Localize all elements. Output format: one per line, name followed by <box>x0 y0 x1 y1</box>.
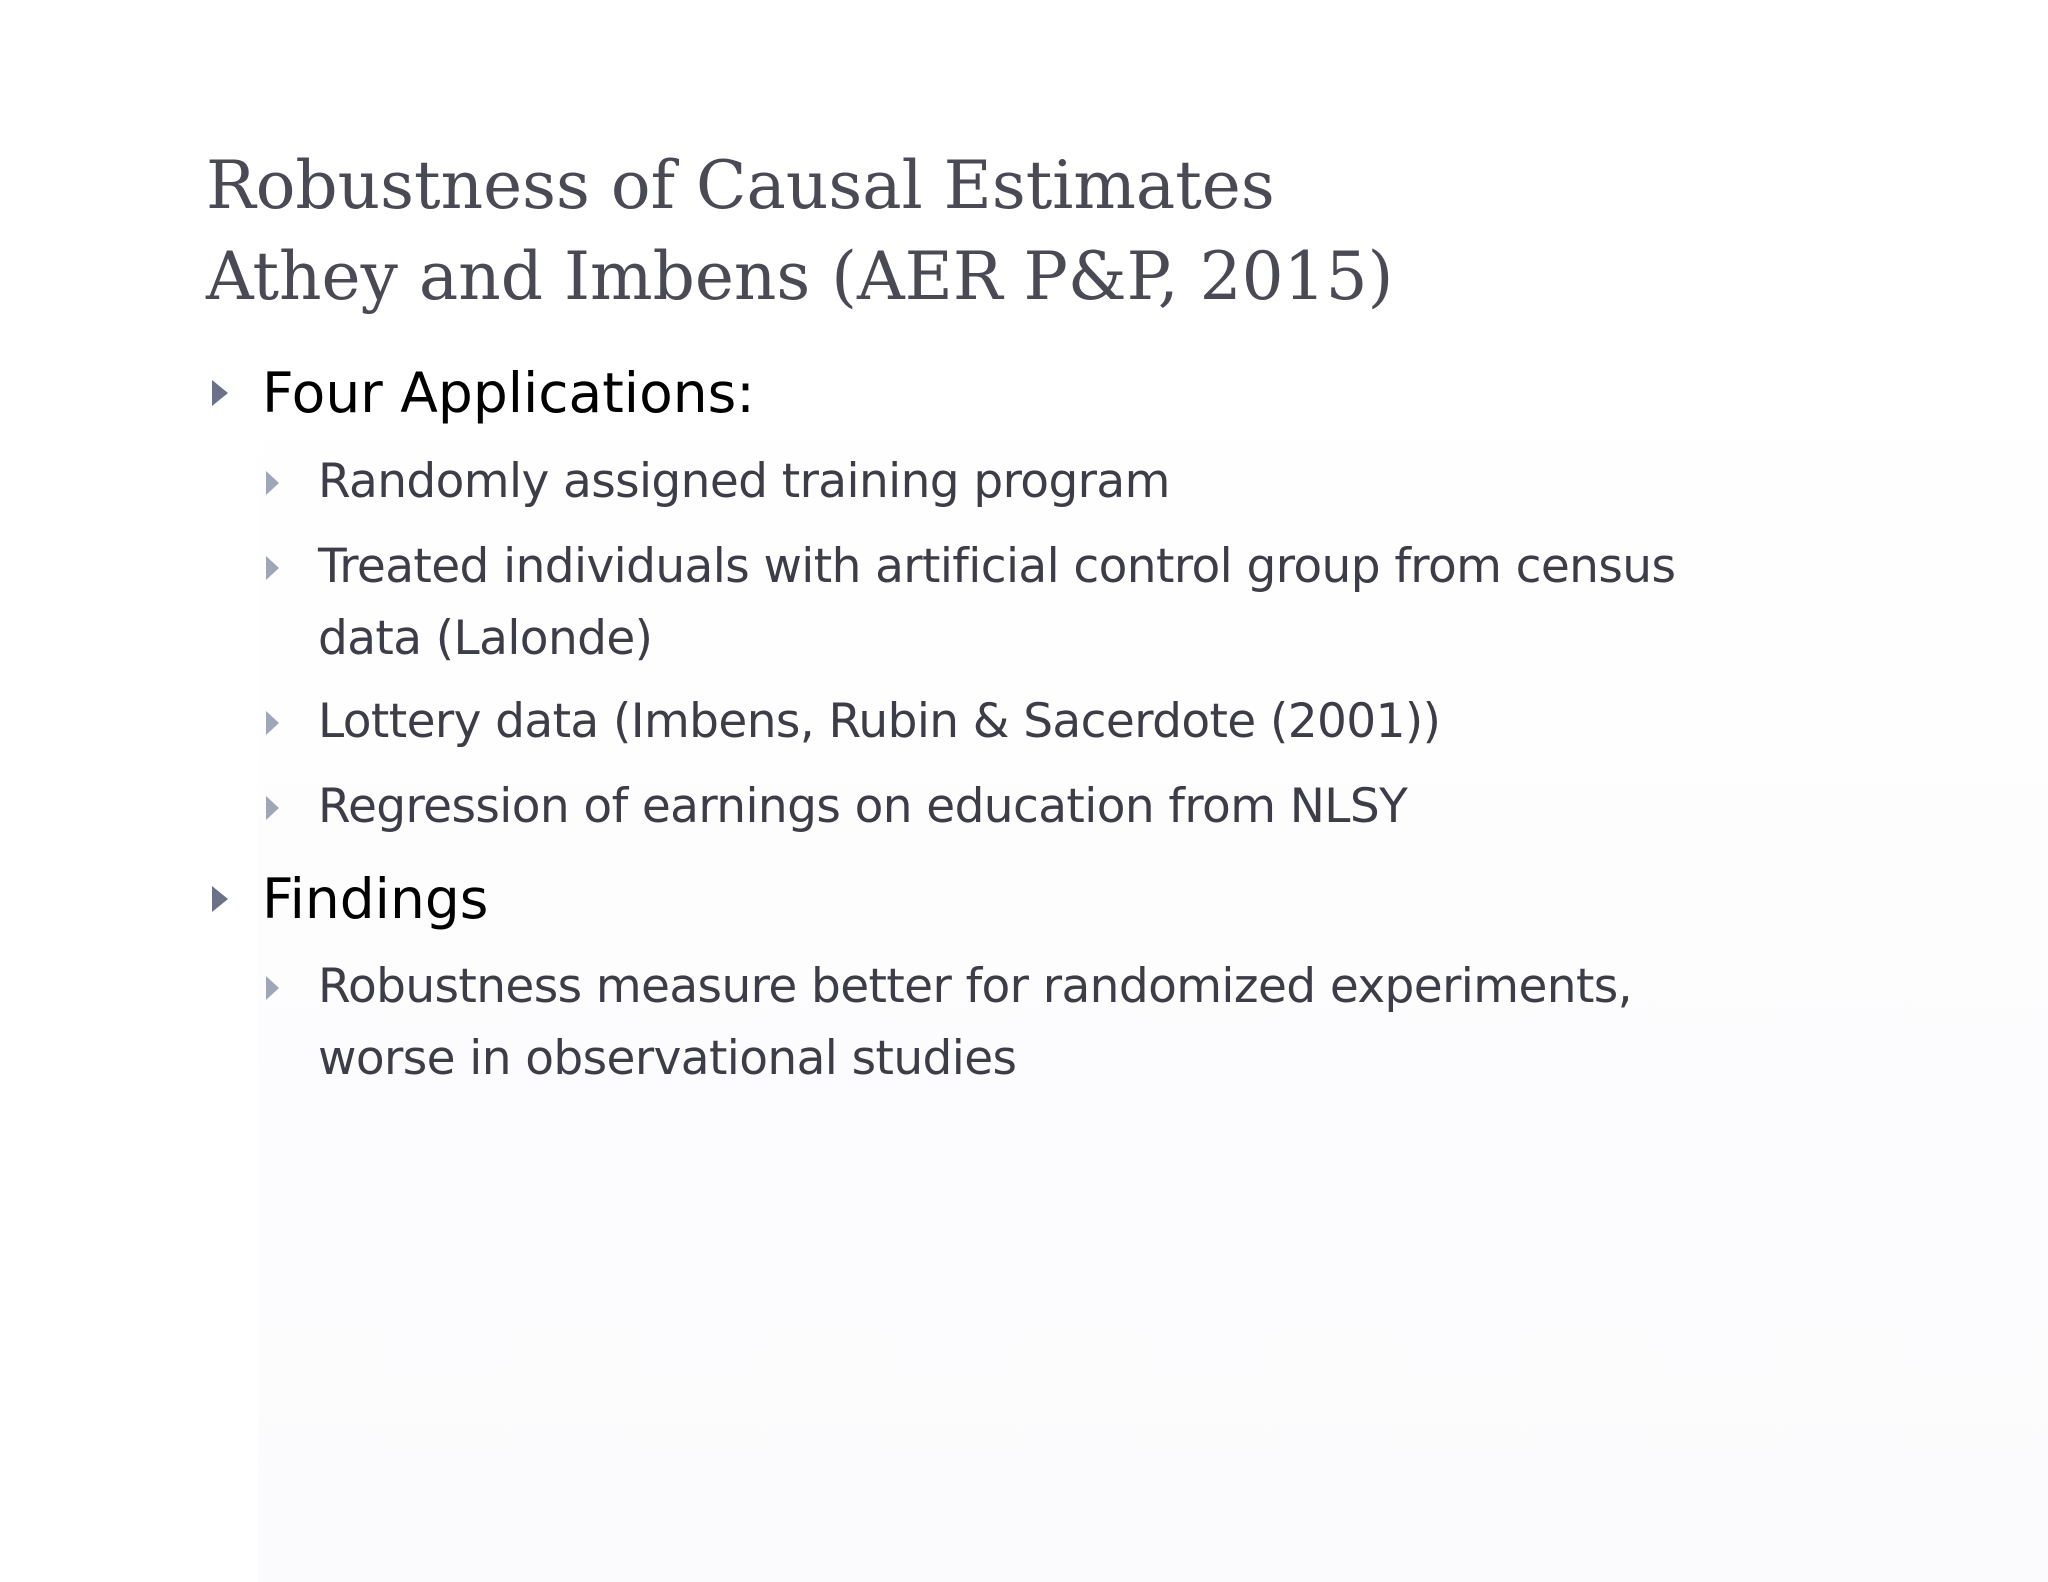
list-item-lalonde-line-2: data (Lalonde) <box>318 611 653 666</box>
sub-bullet-arrow-icon <box>266 471 279 495</box>
list-item-training-program: Randomly assigned training program <box>318 454 1170 509</box>
list-item-findings-line-1: Robustness measure better for randomized experiments, <box>318 959 1633 1014</box>
section-heading-findings: Findings <box>262 867 489 931</box>
bullet-arrow-icon <box>212 380 228 406</box>
sub-bullet-arrow-icon <box>266 556 279 580</box>
section-heading-applications: Four Applications: <box>262 361 755 425</box>
slide-title <box>206 140 1393 322</box>
slide-title-line-1: Robustness of Causal Estimates <box>206 147 1275 224</box>
list-item-nlsy-regression: Regression of earnings on education from NLSY <box>318 779 1408 834</box>
list-item-findings-line-2: worse in observational studies <box>318 1031 1017 1086</box>
sub-bullet-arrow-icon <box>266 976 279 1000</box>
sub-bullet-arrow-icon <box>266 796 279 820</box>
list-item-lottery-data: Lottery data (Imbens, Rubin & Sacerdote (2001)) <box>318 694 1441 749</box>
sub-bullet-arrow-icon <box>266 711 279 735</box>
slide-title-line-2: Athey and Imbens (AER P&P, 2015) <box>206 238 1394 315</box>
bullet-arrow-icon <box>212 886 228 912</box>
list-item-lalonde-line-1: Treated individuals with artificial control group from census <box>318 539 1676 594</box>
